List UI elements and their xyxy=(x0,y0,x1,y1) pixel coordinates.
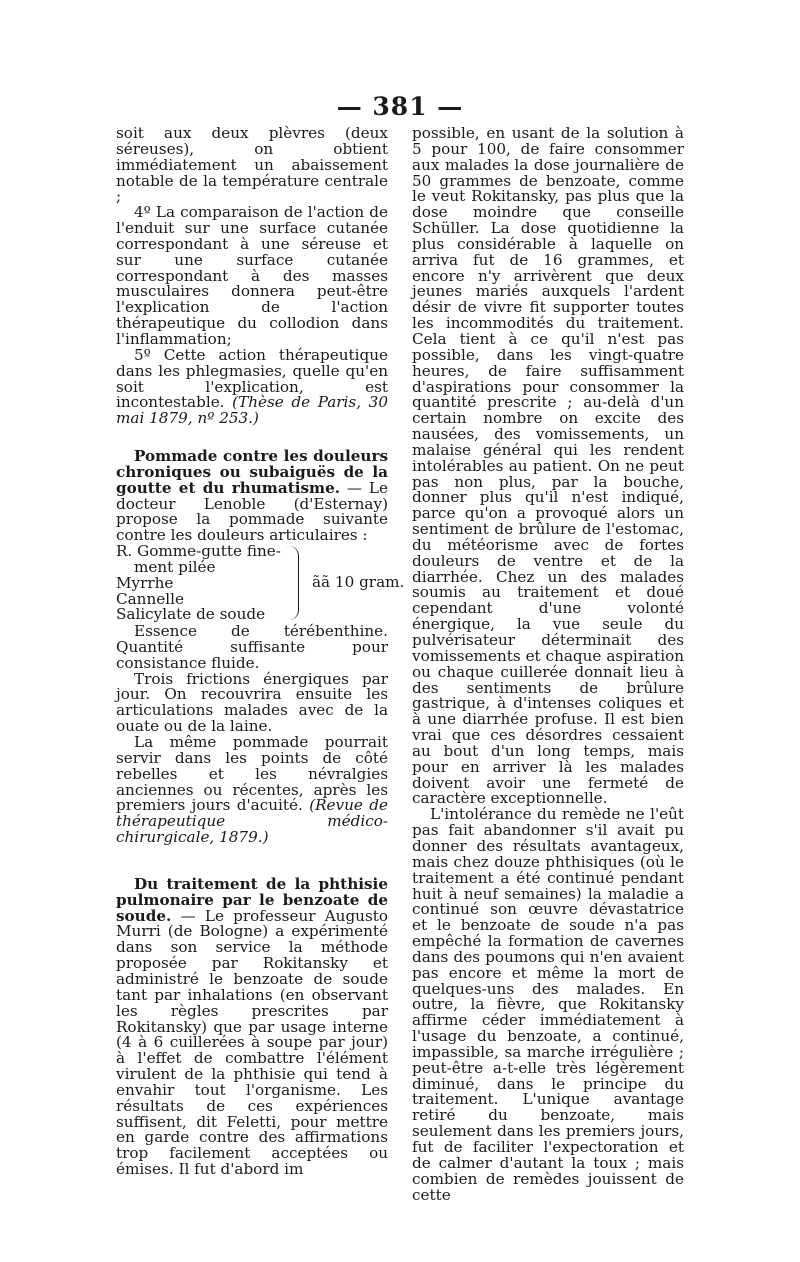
recipe-quantity: ãã 10 gram. xyxy=(312,573,405,592)
spacer xyxy=(116,427,388,449)
article-text: — Le professeur Augusto Murri (de Bologne) a expérimenté dans son service la méthode proposée par Rokitansky et administré le benzoate de soude tant par inhalations (en observant les règles prescrites par Rokitansky) que par usage interne (4 à 6 cuillerées à soupe par jour) à l'effet de combattre l'élément virulent de la phthisie qui tend à envahir tout l'organisme. Les résultats de ces expériences suffisent, dit Feletti, pour mettre en garde contre des affirmations trop facilement acceptées ou émises. Il fut d'abord im xyxy=(116,906,389,1179)
paragraph-text: La même pommade pourrait servir dans les points de côté rebelles et les névralgies anciennes ou récentes, après les premiers jours d'acuité. xyxy=(116,733,388,815)
recipe-items xyxy=(116,544,296,623)
article-paragraph xyxy=(116,874,389,1179)
recipe-item: Salicylate de soude xyxy=(116,605,266,624)
recipe-item: Myrrhe xyxy=(116,573,174,592)
paragraph-text: 5º Cette action thérapeutique dans les phlegmasies, quelle qu'en soit l'explication, est incontestable. xyxy=(116,345,388,412)
right-column xyxy=(412,126,684,1203)
recipe-item: ment pilée xyxy=(134,557,216,576)
recipe xyxy=(116,542,405,624)
paragraph: L'intolérance du remède ne l'eût pas fait abandonner s'il avait pu donner des résultats avantageux, mais chez douze phthisiques (où le traitement a été continué pendant huit à neuf semaines) la maladie a continué son œuvre dévastatrice et le benzoate de soude n'a pas empêché la formation de cavernes dans des poumons qui n'en avaient pas encore et même la mort de quelques-uns des malades. En outre, la fièvre, que Rokitansky affirme céder immédiatement à l'usage du benzoate, a continué, impassible, sa marche irrégulière ; peut-être a-t-elle très légèrement diminué, dans le principe du traitement. L'unique avantage retiré du benzoate, mais seulement dans les premiers jours, fut de faciliter l'expectoration et de calmer d'autant la toux ; mais combien de remèdes jouissent de cette xyxy=(412,805,684,1204)
recipe-item: R. Gomme-gutte fine- xyxy=(116,542,281,561)
citation: (Revue de thérapeutique médico-chirurgicale, 1879.) xyxy=(116,796,388,847)
article-title: Du traitement de la phthisie pulmonaire par le benzoate de soude. xyxy=(116,874,388,925)
paragraph: soit aux deux plèvres (deux séreuses), on obtient immédiatement un abaissement notable de la température centrale ; xyxy=(116,124,388,206)
paragraph xyxy=(116,345,388,428)
spacer xyxy=(116,846,388,877)
brace xyxy=(288,546,299,620)
article-title: Pommade contre les douleurs chroniques ou subaiguës de la goutte et du rhumatisme. xyxy=(116,447,388,497)
paragraph: 4º La comparaison de l'action de l'enduit sur une surface cutanée correspondant à une séreuse et sur une surface cutanée correspondant à des masses musculaires donnera peut-être l'explication de l'action thérapeutique du collodion dans l'inflammation; xyxy=(116,203,388,348)
paragraph: Trois frictions énergiques par jour. On recouvrira ensuite les articulations malades avec de la ouate ou de la laine. xyxy=(116,669,388,736)
paragraph: possible, en usant de la solution à 5 pour 100, de faire consommer aux malades la dose journalière de 50 grammes de benzoate, comme le veut Rokitansky, pas plus que la dose moindre que conseille Schüller. La dose quotidienne la plus considérable à laquelle on arriva fut de 16 grammes, et encore n'y arrivèrent que deux jeunes mariés auxquels l'ardent désir de vivre fit supporter toutes les incommodités du traitement. Cela tient à ce qu'il n'est pas possible, dans les vingt-quatre heures, de faire suffisamment d'aspirations pour consommer la quantité prescrite ; au-delà d'un certain nombre on excite des nausées, des vomissements, un malaise général qui les rendent intolérables au patient. On ne peut pas non plus, par la bouche, donner plus qu'il n'est indiqué, parce qu'on a provoqué alors un sentiment de brûlure de l'estomac, du météorisme avec de fortes douleurs de ventre et de la diarrhée. Chez un des malades soumis au traitement et doué cependant d'une volonté énergique, la vue seule du pulvérisateur déterminait des vomissements et chaque aspiration ou chaque cuillerée donnait lieu à des sentiments de brûlure gastrique, à d'intenses coliques et à une diarrhée profuse. Il est bien vrai que ces désordres cessaient au bout d'un long temps, mais pour en arriver là les malades doivent avoir une fermeté de caractère exceptionnelle. xyxy=(412,124,684,808)
citation: (Thèse de Paris, 30 mai 1879, nº 253.) xyxy=(116,393,388,428)
article-paragraph xyxy=(116,449,388,544)
article-intro: — Le docteur Lenoble (d'Esternay) propose la pommade suivante contre les douleurs articulaires : xyxy=(116,478,389,545)
recipe-item: Cannelle xyxy=(116,589,184,608)
left-column xyxy=(116,124,405,1179)
page-number: — 381 — xyxy=(336,92,464,121)
paragraph xyxy=(116,735,388,846)
paragraph: Essence de térébenthine. Quantité suffisante pour consistance fluide. xyxy=(116,622,388,672)
